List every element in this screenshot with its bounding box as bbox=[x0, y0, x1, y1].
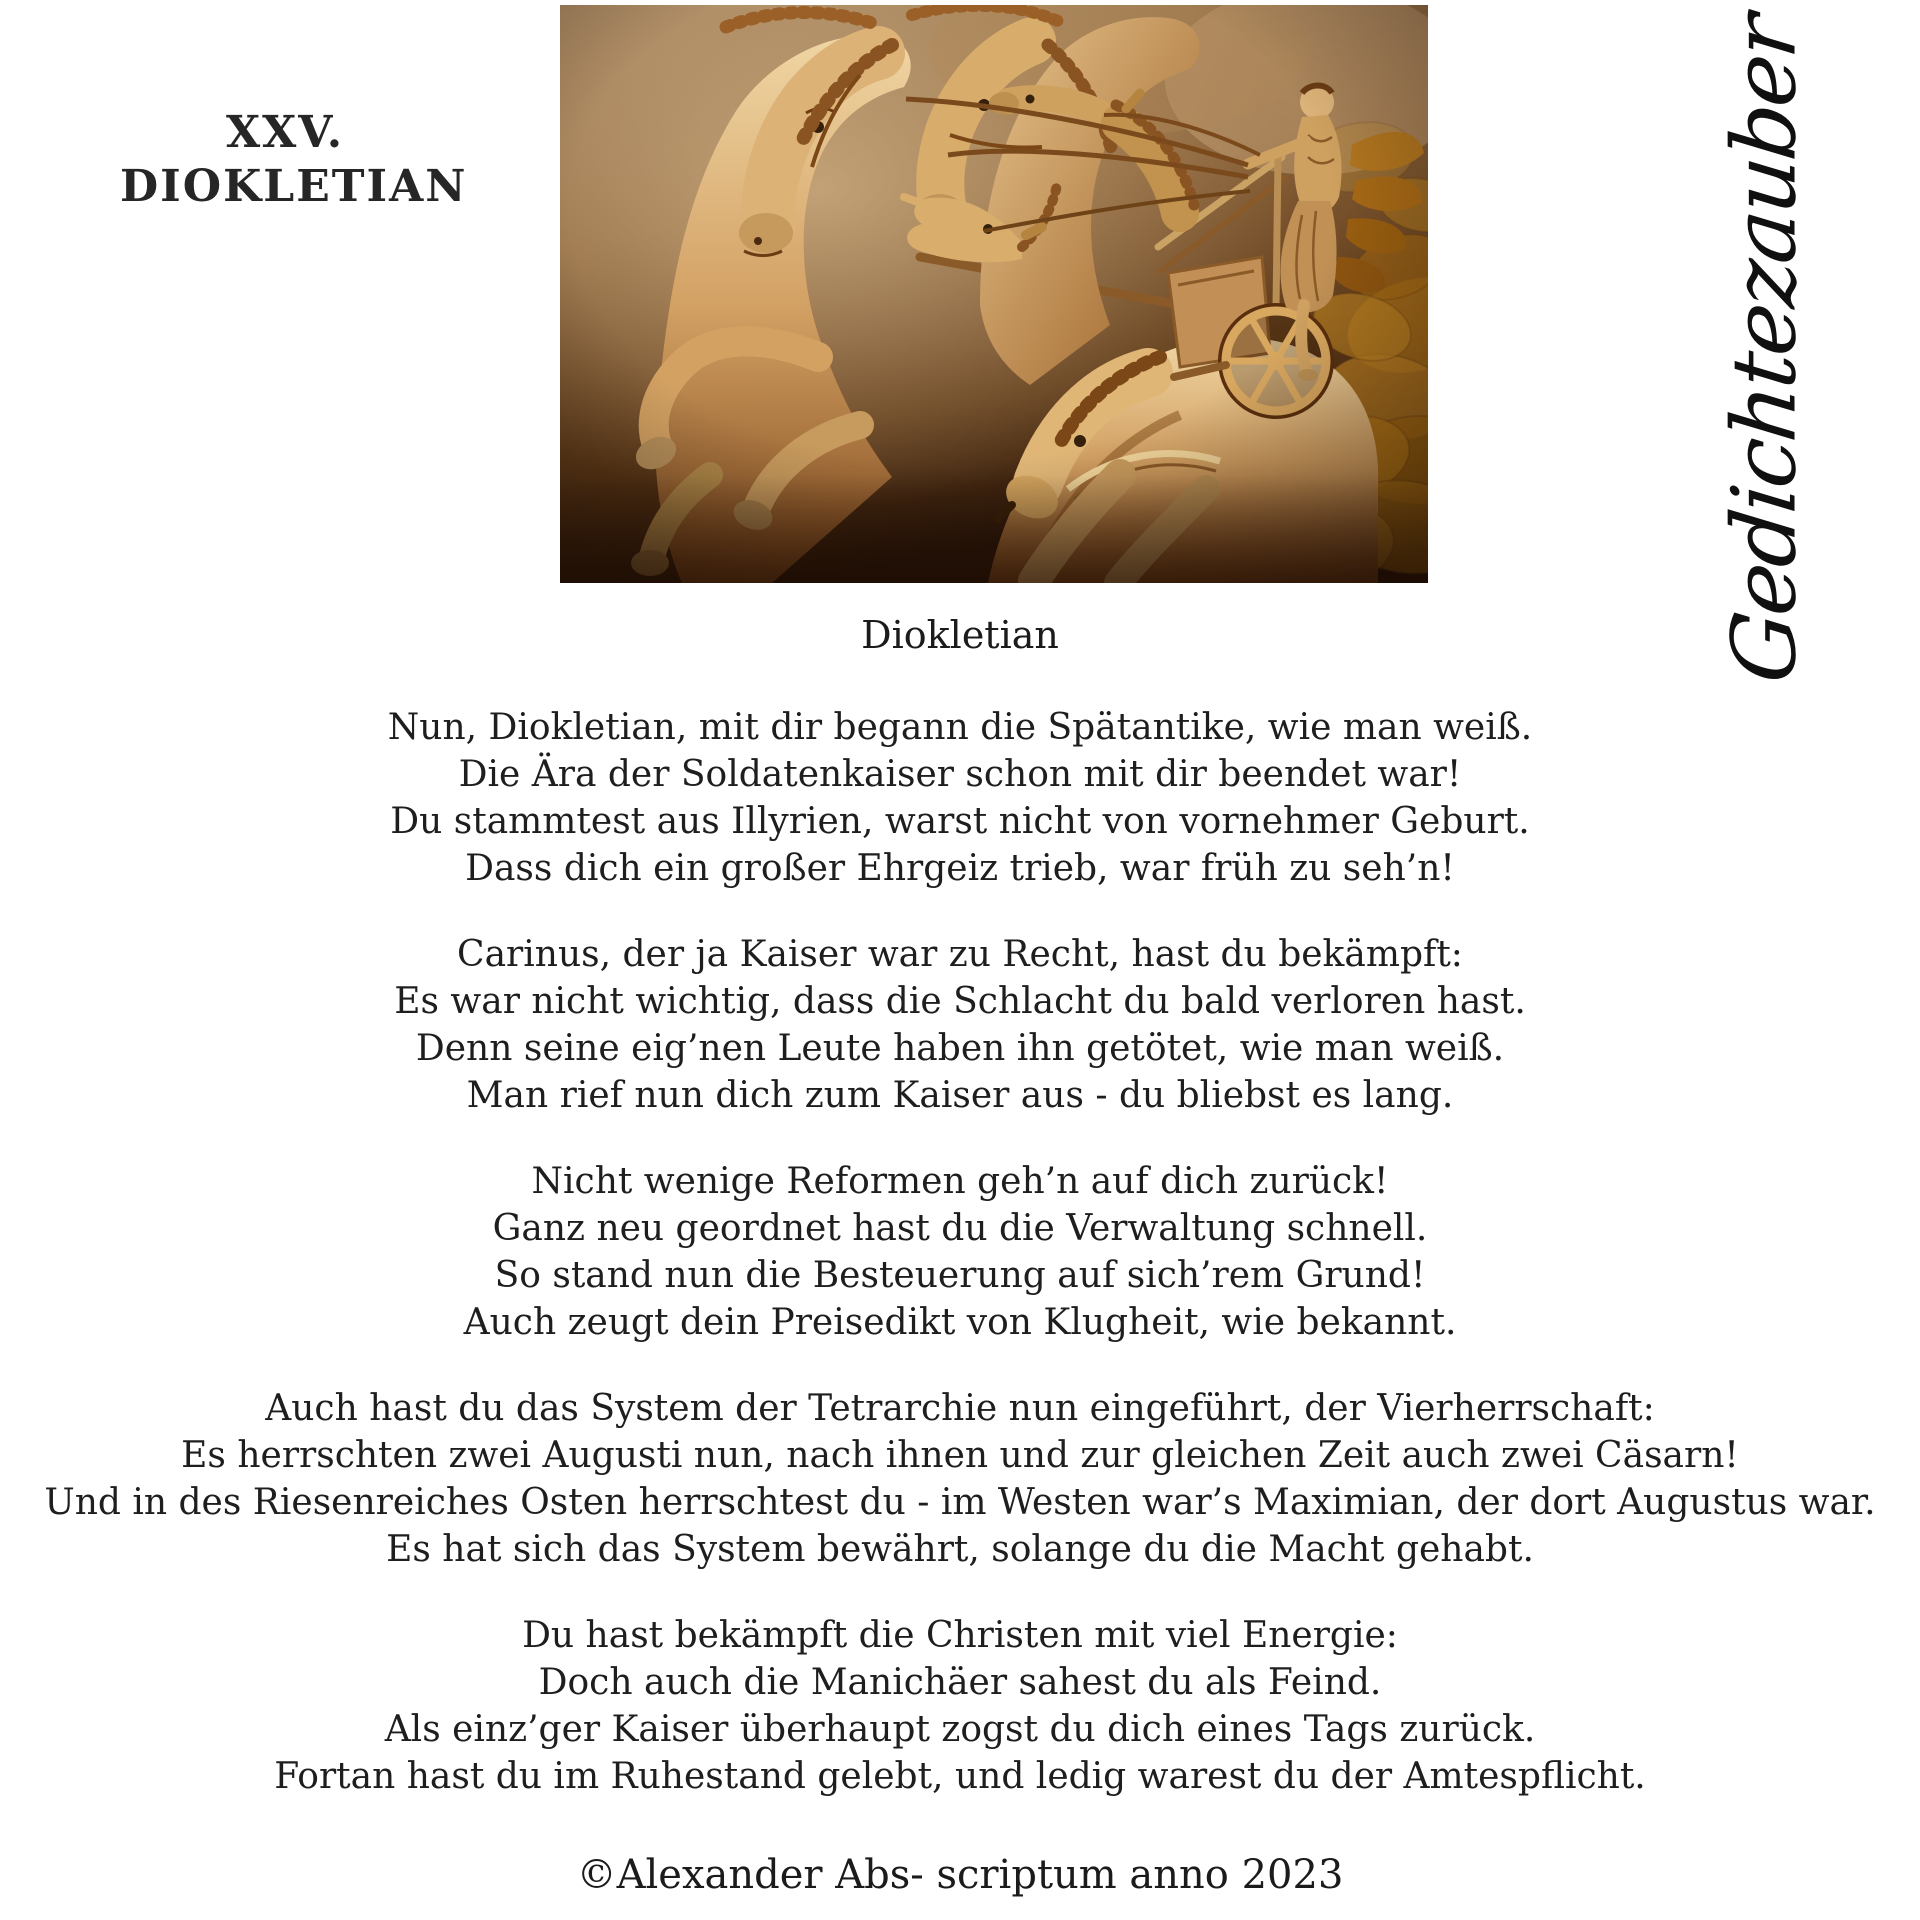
poem-stanza bbox=[0, 1385, 1920, 1573]
poem-line: Nun, Diokletian, mit dir begann die Spätantike, wie man weiß. bbox=[387, 707, 1533, 748]
poem-line: Du hast bekämpft die Christen mit viel Energie: bbox=[522, 1615, 1398, 1656]
brand-signature-text: Gedichtezauber bbox=[1712, 12, 1816, 688]
poem-line: Man rief nun dich zum Kaiser aus - du bliebst es lang. bbox=[466, 1075, 1454, 1116]
poem-line: Als einz’ger Kaiser überhaupt zogst du dich eines Tags zurück. bbox=[384, 1709, 1536, 1750]
poem-line: Denn seine eig’nen Leute haben ihn getötet, wie man weiß. bbox=[415, 1028, 1505, 1069]
poem-line: Nicht wenige Reformen geh’n auf dich zurück! bbox=[531, 1161, 1389, 1202]
poem-line: Es war nicht wichtig, dass die Schlacht du bald verloren hast. bbox=[394, 981, 1526, 1022]
poem-line: Fortan hast du im Ruhestand gelebt, und ledig warest du der Amtespflicht. bbox=[274, 1756, 1646, 1797]
poem-line: So stand nun die Besteuerung auf sich’rem Grund! bbox=[494, 1255, 1426, 1296]
chapter-title: DIOKLETIAN bbox=[120, 161, 468, 212]
poem-line: Dass dich ein großer Ehrgeiz trieb, war früh zu seh’n! bbox=[465, 848, 1455, 889]
chapter-heading bbox=[120, 106, 468, 214]
poem-line: Ganz neu geordnet hast du die Verwaltung schnell. bbox=[492, 1208, 1428, 1249]
poem-line: Es hat sich das System bewährt, solange du die Macht gehabt. bbox=[386, 1529, 1534, 1570]
chapter-number: XXV. bbox=[225, 107, 345, 158]
poem-line: Es herrschten zwei Augusti nun, nach ihnen und zur gleichen Zeit auch zwei Cäsarn! bbox=[181, 1435, 1739, 1476]
poem-stanza bbox=[0, 931, 1920, 1119]
poem-line: Du stammtest aus Illyrien, warst nicht von vornehmer Geburt. bbox=[390, 801, 1530, 842]
poem-line: Carinus, der ja Kaiser war zu Recht, hast du bekämpft: bbox=[457, 934, 1463, 975]
brand-signature bbox=[1614, 0, 1914, 700]
poem-line: Doch auch die Manichäer sahest du als Feind. bbox=[538, 1662, 1382, 1703]
poem-line: Und in des Riesenreiches Osten herrschtest du - im Westen war’s Maximian, der dort Augustus war. bbox=[44, 1482, 1876, 1523]
poem-stanza bbox=[0, 1612, 1920, 1800]
artwork-figure bbox=[560, 5, 1428, 583]
poem-line: Die Ära der Soldatenkaiser schon mit dir beendet war! bbox=[458, 754, 1462, 795]
copyright-credit: ©Alexander Abs- scriptum anno 2023 bbox=[576, 1852, 1344, 1898]
poem-line: Auch hast du das System der Tetrarchie nun eingeführt, der Vierherrschaft: bbox=[265, 1388, 1655, 1429]
relief-artwork-image bbox=[560, 5, 1428, 583]
poem-stanza bbox=[0, 704, 1920, 892]
poem bbox=[0, 704, 1920, 1839]
bottom-shadow bbox=[560, 475, 1428, 583]
poem-line: Auch zeugt dein Preisedikt von Klugheit, wie bekannt. bbox=[463, 1302, 1457, 1343]
poem-stanza bbox=[0, 1158, 1920, 1346]
artwork-caption: Diokletian bbox=[861, 613, 1059, 657]
